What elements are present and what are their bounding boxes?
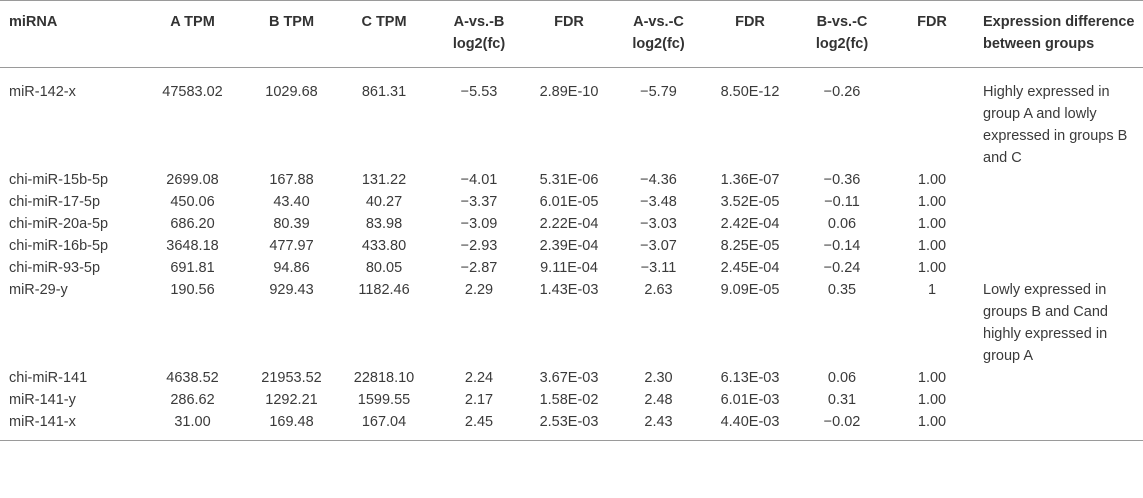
cell-mirna: chi-miR-15b-5p (9, 172, 109, 188)
cell-a-tpm: 450.06 (170, 194, 215, 210)
cell-fdr-bc: 1.00 (917, 194, 947, 210)
cell-fdr-ab: 2.53E-03 (539, 414, 599, 430)
cell-fdr-ab: 1.43E-03 (539, 282, 599, 298)
cell-c-tpm: 131.22 (361, 172, 407, 188)
cell-fdr-ac: 3.52E-05 (720, 194, 780, 210)
cell-fdr-ab: 2.22E-04 (539, 216, 599, 232)
cell-fdr-ac: 9.09E-05 (720, 282, 780, 298)
cell-a-vs-c: −3.48 (640, 194, 677, 210)
cell-a-vs-b: −2.93 (460, 238, 498, 254)
cell-a-vs-c: −5.79 (640, 84, 677, 100)
cell-fdr-ac: 1.36E-07 (720, 172, 780, 188)
cell-fdr-ac: 2.45E-04 (720, 260, 780, 276)
cell-c-tpm: 433.80 (361, 238, 407, 254)
cell-fdr-ac: 8.25E-05 (720, 238, 780, 254)
cell-fdr-bc: 1.00 (917, 260, 947, 276)
cell-a-tpm: 286.62 (170, 392, 215, 408)
cell-fdr-ac: 4.40E-03 (720, 414, 780, 430)
cell-mirna: chi-miR-17-5p (9, 194, 101, 210)
cell-c-tpm: 861.31 (361, 84, 407, 100)
cell-a-vs-b: −3.09 (460, 216, 498, 232)
cell-a-tpm: 686.20 (170, 216, 215, 232)
cell-expression-difference (973, 191, 1143, 213)
cell-a-tpm: 47583.02 (162, 84, 223, 100)
header-row (0, 1, 1143, 68)
table-row (0, 257, 1143, 279)
cell-a-vs-b: −2.87 (460, 260, 498, 276)
cell-a-vs-b: 2.17 (464, 392, 494, 408)
cell-c-tpm: 83.98 (365, 216, 403, 232)
cell-fdr-ab: 3.67E-03 (539, 370, 599, 386)
cell-expression-difference (973, 169, 1143, 191)
header-b-tpm: B TPM (268, 14, 315, 30)
cell-fdr-bc: 1.00 (917, 392, 947, 408)
cell-c-tpm: 1599.55 (357, 392, 411, 408)
cell-expression-difference (973, 257, 1143, 279)
cell-b-tpm: 80.39 (273, 216, 310, 232)
cell-b-vs-c: 0.06 (827, 370, 857, 386)
cell-fdr-ab: 2.39E-04 (539, 238, 599, 254)
table-row (0, 411, 1143, 441)
cell-b-tpm: 477.97 (269, 238, 314, 254)
cell-b-vs-c: −0.11 (824, 194, 860, 210)
cell-fdr-ab: 5.31E-06 (539, 172, 599, 188)
cell-fdr-ab: 6.01E-05 (539, 194, 599, 210)
cell-mirna: chi-miR-20a-5p (9, 216, 109, 232)
cell-a-vs-c: −3.07 (640, 238, 677, 254)
cell-c-tpm: 80.05 (365, 260, 403, 276)
table-row (0, 191, 1143, 213)
cell-c-tpm: 40.27 (365, 194, 403, 210)
cell-mirna: chi-miR-141 (9, 370, 88, 386)
cell-b-vs-c: 0.31 (827, 392, 857, 408)
cell-fdr-bc: 1.00 (917, 172, 947, 188)
cell-b-tpm: 169.48 (269, 414, 314, 430)
cell-c-tpm: 1182.46 (358, 282, 410, 298)
cell-fdr-bc: 1.00 (917, 238, 947, 254)
cell-c-tpm: 167.04 (361, 414, 407, 430)
header-a-vs-b: A-vs.-B log2(fc) (452, 14, 506, 52)
cell-fdr-bc: 1 (927, 282, 937, 298)
table-row (0, 389, 1143, 411)
cell-b-tpm: 21953.52 (261, 370, 322, 386)
cell-expression-difference: Lowly expressed in groups B and Cand highly expressed in group A (983, 282, 1108, 364)
header-a-vs-c: A-vs.-C log2(fc) (632, 14, 685, 52)
cell-mirna: chi-miR-93-5p (9, 260, 101, 276)
cell-mirna: miR-142-x (9, 84, 76, 100)
cell-fdr-bc (891, 68, 973, 170)
cell-a-vs-b: −4.01 (460, 172, 498, 188)
cell-expression-difference (973, 367, 1143, 389)
cell-b-tpm: 94.86 (273, 260, 310, 276)
cell-a-vs-b: 2.45 (464, 414, 494, 430)
cell-mirna: chi-miR-16b-5p (9, 238, 109, 254)
table-row (0, 367, 1143, 389)
table-header (0, 1, 1143, 68)
header-fdr-ac: FDR (735, 14, 765, 30)
cell-a-tpm: 4638.52 (166, 370, 219, 386)
table-row (0, 235, 1143, 257)
cell-fdr-ab: 1.58E-02 (539, 392, 599, 408)
cell-mirna: miR-29-y (9, 282, 68, 298)
header-mirna: miRNA (9, 14, 58, 30)
cell-a-vs-b: −3.37 (460, 194, 498, 210)
cell-expression-difference (973, 235, 1143, 257)
header-expression-difference: Expression difference between groups (983, 14, 1135, 52)
cell-a-vs-c: −4.36 (640, 172, 677, 188)
cell-b-tpm: 43.40 (273, 194, 310, 210)
cell-a-tpm: 2699.08 (166, 172, 219, 188)
cell-fdr-bc: 1.00 (917, 370, 947, 386)
header-a-tpm: A TPM (170, 14, 215, 30)
cell-b-tpm: 1029.68 (265, 84, 318, 100)
cell-expression-difference (973, 411, 1143, 441)
cell-expression-difference (973, 213, 1143, 235)
cell-a-tpm: 190.56 (170, 282, 215, 298)
table-row (0, 213, 1143, 235)
cell-b-vs-c: −0.24 (823, 260, 861, 276)
cell-a-vs-c: 2.63 (644, 282, 673, 298)
table-body (0, 68, 1143, 441)
cell-b-tpm: 929.43 (269, 282, 314, 298)
cell-a-vs-c: −3.11 (640, 260, 677, 276)
cell-b-vs-c: −0.26 (823, 84, 861, 100)
cell-fdr-bc: 1.00 (917, 414, 947, 430)
cell-fdr-ac: 8.50E-12 (720, 84, 780, 100)
cell-fdr-ab: 2.89E-10 (539, 84, 599, 100)
cell-a-tpm: 3648.18 (166, 238, 219, 254)
cell-a-tpm: 31.00 (174, 414, 211, 430)
cell-a-vs-b: 2.24 (464, 370, 494, 386)
cell-b-vs-c: −0.36 (823, 172, 861, 188)
cell-mirna: miR-141-x (9, 414, 76, 430)
header-c-tpm: C TPM (361, 14, 407, 30)
cell-b-vs-c: 0.35 (827, 282, 857, 298)
cell-b-vs-c: 0.06 (827, 216, 857, 232)
cell-a-tpm: 691.81 (170, 260, 215, 276)
cell-expression-difference (973, 389, 1143, 411)
header-b-vs-c: B-vs.-C log2(fc) (815, 14, 869, 52)
header-fdr-ab: FDR (554, 14, 584, 30)
cell-b-tpm: 1292.21 (265, 392, 318, 408)
cell-fdr-ac: 2.42E-04 (720, 216, 780, 232)
cell-a-vs-c: 2.48 (644, 392, 673, 408)
cell-fdr-ac: 6.13E-03 (720, 370, 780, 386)
cell-a-vs-c: −3.03 (640, 216, 677, 232)
cell-b-vs-c: −0.02 (823, 414, 861, 430)
header-fdr-bc: FDR (917, 14, 947, 30)
cell-b-tpm: 167.88 (269, 172, 314, 188)
cell-fdr-bc: 1.00 (917, 216, 947, 232)
table-row (0, 279, 1143, 367)
table-row (0, 68, 1143, 170)
cell-expression-difference: Highly expressed in group A and lowly expressed in groups B and C (983, 84, 1128, 166)
table-row (0, 169, 1143, 191)
cell-a-vs-b: −5.53 (460, 84, 498, 100)
cell-fdr-ac: 6.01E-03 (720, 392, 780, 408)
cell-a-vs-c: 2.30 (644, 370, 673, 386)
cell-b-vs-c: −0.14 (823, 238, 861, 254)
cell-fdr-ab: 9.11E-04 (540, 260, 598, 276)
cell-a-vs-c: 2.43 (644, 414, 673, 430)
cell-a-vs-b: 2.29 (464, 282, 494, 298)
cell-mirna: miR-141-y (9, 392, 76, 408)
cell-c-tpm: 22818.10 (353, 370, 415, 386)
